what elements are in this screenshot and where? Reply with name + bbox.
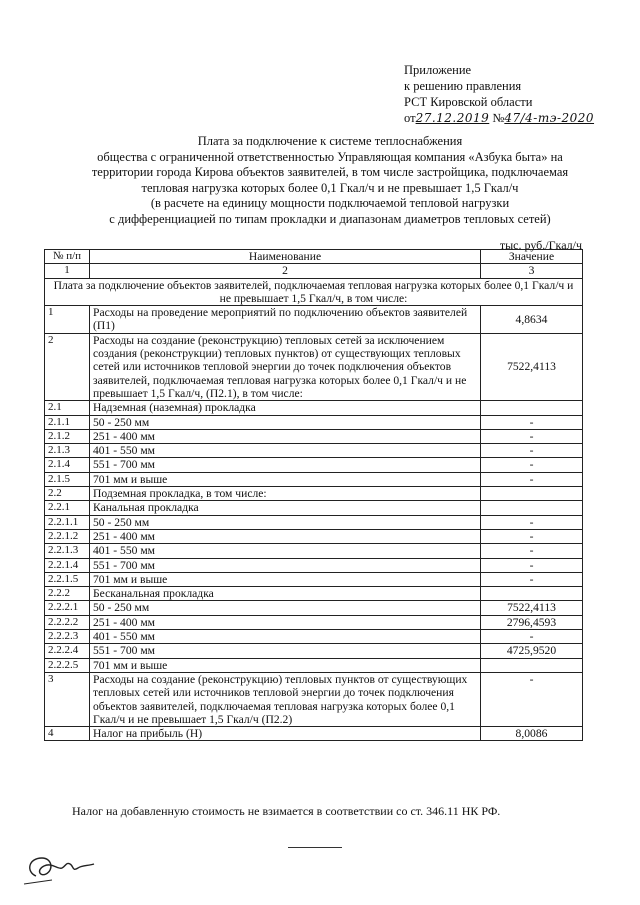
row-name: Бесканальная прокладка: [90, 587, 481, 601]
signature-divider: [288, 847, 342, 848]
table-row: [45, 515, 583, 529]
row-value: -: [481, 572, 583, 586]
vat-note: Налог на добавленную стоимость не взимается в соответствии со ст. 346.11 НК РФ.: [72, 804, 501, 818]
row-name: Расходы на создание (реконструкцию) тепловых пунктов от существующих тепловых сетей или источников тепловой энергии до точек подключения объектов заявителей, подключаемая тепловая нагрузка которых более 0,1 Гкал/ч и не превышает 1,5 Гкал/ч (П2.2): [90, 672, 481, 726]
row-num: 4: [45, 727, 90, 741]
row-value: -: [481, 558, 583, 572]
row-name: 401 - 550 мм: [90, 444, 481, 458]
row-name: 50 - 250 мм: [90, 601, 481, 615]
row-name: 251 - 400 мм: [90, 429, 481, 443]
appendix-date-line: [404, 110, 594, 126]
row-num: 2.1.2: [45, 429, 90, 443]
table-row: [45, 501, 583, 515]
table-colnum-row: [45, 264, 583, 278]
row-name: 251 - 400 мм: [90, 529, 481, 543]
row-num: 2.1.3: [45, 444, 90, 458]
row-value: [481, 658, 583, 672]
header-name: Наименование: [90, 250, 481, 264]
table-row: [45, 306, 583, 334]
table-row: [45, 672, 583, 726]
row-name: Надземная (наземная) прокладка: [90, 401, 481, 415]
row-value: 4,8634: [481, 306, 583, 334]
table-row: [45, 472, 583, 486]
row-num: 2.1.1: [45, 415, 90, 429]
title-line-5: (в расчете на единицу мощности подключаемой тепловой нагрузки: [150, 196, 510, 210]
row-num: 2.2.2: [45, 587, 90, 601]
signature-icon: [22, 848, 102, 888]
table-row: [45, 615, 583, 629]
row-name: 251 - 400 мм: [90, 615, 481, 629]
units-label: тыс. руб./Гкал/ч: [499, 238, 582, 252]
row-num: 2.2.1.1: [45, 515, 90, 529]
row-num: 2.2.1: [45, 501, 90, 515]
table-header-row: [45, 250, 583, 264]
row-name: 551 - 700 мм: [90, 644, 481, 658]
row-value: [481, 501, 583, 515]
document-title: [70, 134, 590, 227]
appendix-num-sign: №: [492, 111, 505, 125]
row-num: 2.2.1.5: [45, 572, 90, 586]
appendix-label: Приложение: [404, 63, 472, 77]
table-row: [45, 401, 583, 415]
table-row: [45, 558, 583, 572]
appendix-authority: РСТ Кировской области: [404, 95, 533, 109]
table-row: [45, 544, 583, 558]
row-num: 2.1: [45, 401, 90, 415]
row-name: Налог на прибыль (Н): [90, 727, 481, 741]
table-row: [45, 429, 583, 443]
row-name: 701 мм и выше: [90, 658, 481, 672]
table-section-row: [45, 278, 583, 306]
appendix-date-prefix: от: [404, 111, 416, 125]
header-value: Значение: [481, 250, 583, 264]
table-row: [45, 572, 583, 586]
row-num: 2.2.2.5: [45, 658, 90, 672]
row-name: Канальная прокладка: [90, 501, 481, 515]
header-num: № п/п: [45, 250, 90, 264]
table-row: [45, 601, 583, 615]
row-name: 551 - 700 мм: [90, 458, 481, 472]
row-value: -: [481, 672, 583, 726]
row-num: 2.2: [45, 487, 90, 501]
row-value: -: [481, 544, 583, 558]
row-value: -: [481, 415, 583, 429]
row-value: 4725,9520: [481, 644, 583, 658]
table-row: [45, 644, 583, 658]
row-name: 401 - 550 мм: [90, 630, 481, 644]
row-name: Подземная прокладка, в том числе:: [90, 487, 481, 501]
row-value: [481, 401, 583, 415]
title-line-1: Плата за подключение к системе теплоснабжения: [197, 134, 463, 148]
row-value: -: [481, 472, 583, 486]
colnum-3: 3: [481, 264, 583, 278]
row-name: 701 мм и выше: [90, 572, 481, 586]
row-num: 2.2.1.4: [45, 558, 90, 572]
row-value: -: [481, 630, 583, 644]
row-value: -: [481, 515, 583, 529]
colnum-1: 1: [45, 264, 90, 278]
row-value: [481, 587, 583, 601]
table-row: [45, 630, 583, 644]
row-num: 2.2.2.3: [45, 630, 90, 644]
row-num: 2.1.5: [45, 472, 90, 486]
row-value: -: [481, 458, 583, 472]
row-value: [481, 487, 583, 501]
row-name: 401 - 550 мм: [90, 544, 481, 558]
appendix-block: [404, 62, 594, 126]
row-name: 701 мм и выше: [90, 472, 481, 486]
row-num: 2.2.1.2: [45, 529, 90, 543]
section-heading: Плата за подключение объектов заявителей, подключаемая тепловая нагрузка которых более 0,1 Гкал/ч и не превышает 1,5 Гкал/ч, в том числе:: [45, 278, 583, 306]
title-line-2: общества с ограниченной ответственностью Управляющая компания «Азбука быта» на: [97, 149, 563, 164]
table-row: [45, 487, 583, 501]
row-num: 2.2.2.2: [45, 615, 90, 629]
row-name: 50 - 250 мм: [90, 415, 481, 429]
row-name: Расходы на проведение мероприятий по подключению объектов заявителей (П1): [90, 306, 481, 334]
table-row: [45, 658, 583, 672]
row-name: 551 - 700 мм: [90, 558, 481, 572]
table-row: [45, 444, 583, 458]
row-num: 3: [45, 672, 90, 726]
table-row: [45, 727, 583, 741]
colnum-2: 2: [90, 264, 481, 278]
row-value: 2796,4593: [481, 615, 583, 629]
appendix-number: 47/4-тэ-2020: [504, 111, 595, 125]
row-num: 1: [45, 306, 90, 334]
row-name: Расходы на создание (реконструкцию) тепловых сетей за исключением создания (реконструкции) тепловых пунктов) от существующих тепловых сетей или источников тепловой энергии до точек подключения объектов заявителей, подключаемая тепловая нагрузка которых более 0,1 Гкал/ч и не превышает 1,5 Гкал/ч, (П2.1), в том числе:: [90, 333, 481, 400]
row-num: 2.1.4: [45, 458, 90, 472]
row-value: 7522,4113: [481, 333, 583, 400]
title-line-6: с дифференциацией по типам прокладки и диапазонам диаметров тепловых сетей): [109, 211, 551, 226]
appendix-decision: к решению правления: [404, 79, 522, 93]
appendix-date: 27.12.2019: [415, 111, 490, 125]
row-value: 7522,4113: [481, 601, 583, 615]
table-row: [45, 415, 583, 429]
row-num: 2.2.2.1: [45, 601, 90, 615]
row-num: 2: [45, 333, 90, 400]
row-value: -: [481, 529, 583, 543]
row-num: 2.2.2.4: [45, 644, 90, 658]
row-num: 2.2.1.3: [45, 544, 90, 558]
row-name: 50 - 250 мм: [90, 515, 481, 529]
title-line-3: территории города Кирова объектов заявителей, в том числе застройщика, подключаемая: [91, 165, 569, 179]
fee-table: [44, 249, 583, 741]
row-value: 8,0086: [481, 727, 583, 741]
table-row: [45, 333, 583, 400]
table-row: [45, 458, 583, 472]
title-line-4: тепловая нагрузка которых более 0,1 Гкал/ч и не превышает 1,5 Гкал/ч: [141, 180, 519, 195]
row-value: -: [481, 444, 583, 458]
table-row: [45, 587, 583, 601]
row-value: -: [481, 429, 583, 443]
table-row: [45, 529, 583, 543]
